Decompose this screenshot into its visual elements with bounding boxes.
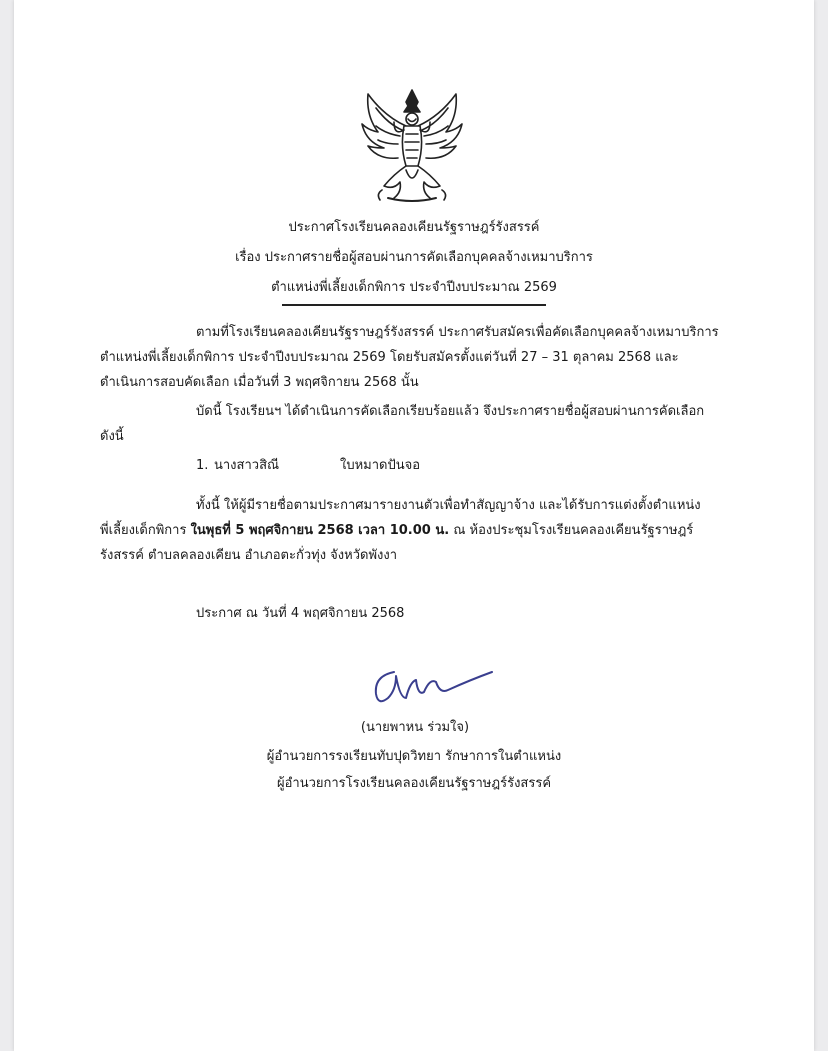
paragraph-1-line-3: ดำเนินการสอบคัดเลือก เมื่อวันที่ 3 พฤศจิกายน 2568 นั้น bbox=[100, 375, 419, 390]
signatory-name-text: (นายพาหน ร่วมใจ) bbox=[360, 720, 470, 735]
signatory-title-2: ผู้อำนวยการโรงเรียนคลองเคียนรัฐราษฎร์รังสรรค์ bbox=[276, 776, 552, 791]
announce-date: ประกาศ ณ วันที่ 4 พฤศจิกายน 2568 bbox=[196, 606, 405, 621]
paragraph-2-line-2: ดังนี้ bbox=[100, 429, 124, 444]
garuda-emblem bbox=[354, 86, 470, 204]
paragraph-3-line-3: รังสรรค์ ตำบลคลองเคียน อำเภอตะกั่วทุ่ง จังหวัดพังงา bbox=[100, 548, 398, 563]
paragraph-3-line-2 bbox=[100, 518, 693, 543]
announcement-title: ประกาศโรงเรียนคลองเคียนรัฐราษฎร์รังสรรค์ bbox=[288, 220, 540, 235]
paragraph-3-line-2-suffix: ณ ห้องประชุมโรงเรียนคลองเคียนรัฐราษฎร์ bbox=[449, 523, 694, 538]
signatory-name bbox=[0, 716, 828, 737]
title-underline bbox=[282, 304, 546, 306]
subject-line: เรื่อง ประกาศรายชื่อผู้สอบผ่านการคัดเลือกบุคคลจ้างเหมาบริการ bbox=[235, 250, 593, 265]
paragraph-1-line-1: ตามที่โรงเรียนคลองเคียนรัฐราษฎร์รังสรรค์ ประกาศรับสมัครเพื่อคัดเลือกบุคคลจ้างเหมาบริการ bbox=[196, 325, 719, 340]
handwritten-signature bbox=[366, 662, 496, 710]
report-date-time: ในพุธที่ 5 พฤศจิกายน 2568 เวลา 10.00 น. bbox=[190, 523, 450, 538]
paragraph-2-line-1: บัดนี้ โรงเรียนฯ ได้ดำเนินการคัดเลือกเรียบร้อยแล้ว จึงประกาศรายชื่อผู้สอบผ่านการคัดเลือก bbox=[196, 404, 705, 419]
paragraph-1-line-2: ตำแหน่งพี่เลี้ยงเด็กพิการ ประจำปีงบประมาณ 2569 โดยรับสมัครตั้งแต่วันที่ 27 – 31 ตุลาคม 2568 และ bbox=[100, 350, 679, 365]
candidate-last-name: ใบหมาดปันจอ bbox=[340, 458, 421, 473]
candidate-first-name: นางสาวสิณี bbox=[214, 458, 280, 473]
paragraph-3-line-1: ทั้งนี้ ให้ผู้มีรายชื่อตามประกาศมารายงานตัวเพื่อทำสัญญาจ้าง และได้รับการแต่งตั้งตำแหน่ง bbox=[196, 498, 701, 513]
candidate-number: 1. bbox=[196, 458, 209, 473]
signatory-title-1: ผู้อำนวยการรงเรียนทับปุดวิทยา รักษาการในตำแหน่ง bbox=[266, 749, 562, 764]
paragraph-3-line-2-prefix: พี่เลี้ยงเด็กพิการ bbox=[100, 523, 191, 538]
position-line: ตำแหน่งพี่เลี้ยงเด็กพิการ ประจำปีงบประมาณ 2569 bbox=[271, 280, 557, 295]
